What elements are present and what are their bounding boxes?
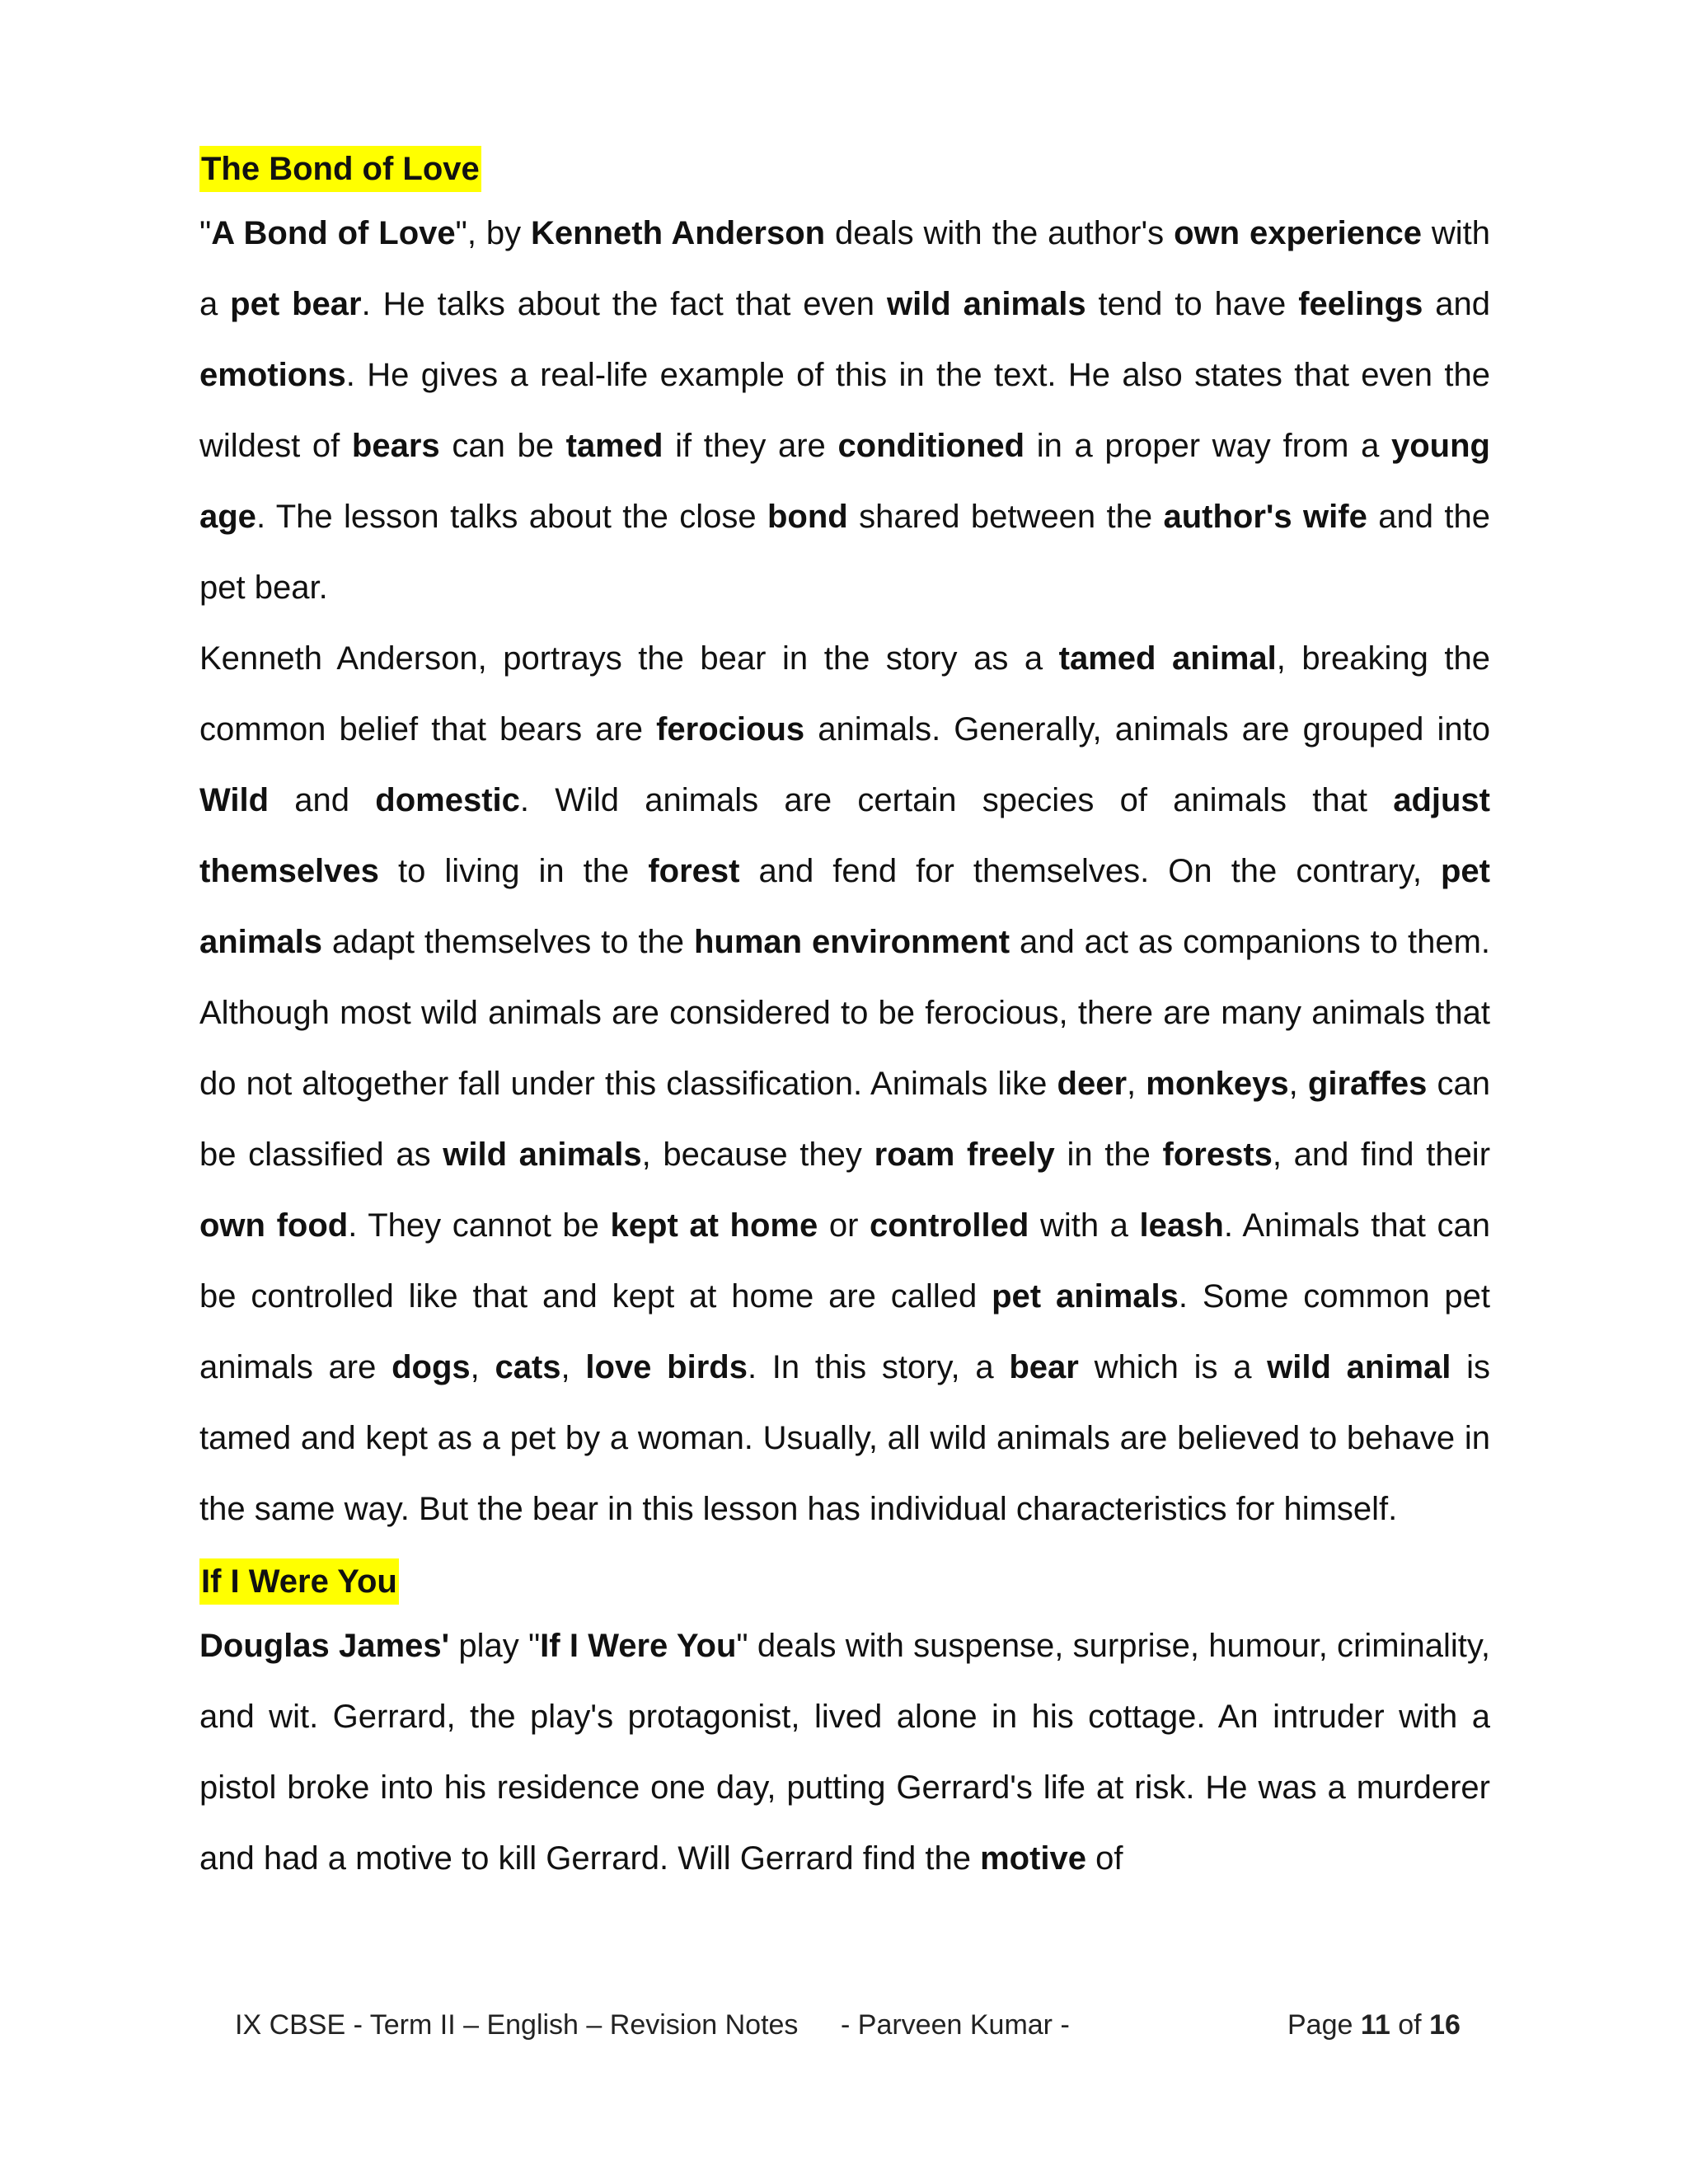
- bold-text-run: bond: [767, 499, 848, 535]
- bold-text-run: giraffes: [1307, 1066, 1428, 1102]
- text-run: to living in the: [378, 853, 649, 889]
- page-current: 11: [1360, 2009, 1390, 2041]
- text-run: ,: [470, 1349, 495, 1385]
- bold-text-run: Kenneth Anderson: [531, 215, 826, 251]
- bold-text-run: pet animals: [992, 1278, 1179, 1315]
- bold-text-run: human environment: [693, 924, 1010, 960]
- bold-text-run: pet animals: [199, 853, 1490, 960]
- text-run: can be classified as: [199, 1066, 1490, 1173]
- text-run: of: [1086, 1840, 1123, 1877]
- footer-page-number: [1287, 2009, 1461, 2041]
- bold-text-run: Wild: [199, 782, 270, 818]
- bold-text-run: kept at home: [610, 1207, 818, 1244]
- bold-text-run: forest: [648, 853, 740, 889]
- footer-course-title: IX CBSE - Term II – English – Revision Notes: [235, 2009, 799, 2041]
- text-run: which is a: [1078, 1349, 1268, 1385]
- page-content: [199, 132, 1490, 1894]
- bold-text-run: love birds: [585, 1349, 748, 1385]
- text-run: . They cannot be: [348, 1207, 611, 1244]
- paragraph-bond-of-love-body: [199, 623, 1490, 1544]
- bold-text-run: deer: [1057, 1066, 1128, 1102]
- bold-text-run: wild animals: [443, 1137, 642, 1173]
- text-run: and act as companions to them. Although most wild animals are considered to be ferocious, there are many animals that do not altogether fall under this classification. Animals like: [199, 924, 1490, 1102]
- text-run: . Wild animals are certain species of animals that: [519, 782, 1394, 818]
- bold-text-run: monkeys: [1146, 1066, 1289, 1102]
- section-heading-if-i-were-you: If I Were You: [199, 1558, 399, 1605]
- text-run: . In this story, a: [747, 1349, 1010, 1385]
- text-run: or: [818, 1207, 870, 1244]
- text-run: ,: [1127, 1066, 1146, 1102]
- text-run: . The lesson talks about the close: [256, 499, 767, 535]
- text-run: in the: [1054, 1137, 1163, 1173]
- bold-text-run: conditioned: [837, 428, 1025, 464]
- text-run: , breaking the common belief that bears are: [199, 640, 1490, 748]
- bold-text-run: pet bear: [230, 286, 362, 322]
- bold-text-run: cats: [495, 1349, 561, 1385]
- bold-text-run: A Bond of Love: [211, 215, 456, 251]
- section-heading-bond-of-love: The Bond of Love: [199, 146, 481, 192]
- bold-text-run: forests: [1162, 1137, 1273, 1173]
- bold-text-run: own food: [199, 1207, 349, 1244]
- text-run: Kenneth Anderson, portrays the bear in the story as a: [199, 640, 1059, 677]
- text-run: ,: [560, 1349, 586, 1385]
- bold-text-run: dogs: [392, 1349, 471, 1385]
- text-run: can be: [439, 428, 566, 464]
- bold-text-run: emotions: [199, 357, 346, 393]
- bold-text-run: wild animal: [1267, 1349, 1451, 1385]
- bold-text-run: feelings: [1298, 286, 1423, 322]
- paragraph-if-i-were-you: [199, 1610, 1490, 1894]
- footer-author: - Parveen Kumar -: [841, 2009, 1070, 2041]
- bold-text-run: ferocious: [656, 711, 805, 748]
- bold-text-run: domestic: [375, 782, 520, 818]
- bold-text-run: motive: [980, 1840, 1086, 1877]
- text-run: adapt themselves to the: [321, 924, 694, 960]
- text-run: in a proper way from a: [1025, 428, 1391, 464]
- text-run: and the pet bear.: [199, 499, 1490, 606]
- bold-text-run: tamed animal: [1058, 640, 1277, 677]
- section-heading-row: [199, 132, 1490, 198]
- bold-text-run: leash: [1139, 1207, 1224, 1244]
- bold-text-run: bear: [1009, 1349, 1079, 1385]
- text-run: . He talks about the fact that even: [361, 286, 887, 322]
- bold-text-run: tamed: [565, 428, 663, 464]
- text-run: with a: [199, 215, 1491, 322]
- text-run: ": [199, 215, 212, 251]
- text-run: tend to have: [1085, 286, 1299, 322]
- text-run: and: [269, 782, 376, 818]
- text-run: shared between the: [847, 499, 1164, 535]
- text-run: if they are: [663, 428, 838, 464]
- text-run: and fend for themselves. On the contrary,: [739, 853, 1441, 889]
- bold-text-run: Douglas James': [199, 1628, 450, 1664]
- text-run: , and find their: [1272, 1137, 1491, 1173]
- text-run: ,: [1288, 1066, 1308, 1102]
- paragraph-bond-of-love-intro: [199, 198, 1490, 623]
- text-run: " deals with suspense, surprise, humour, criminality, and wit. Gerrard, the play's protagonist, lived alone in his cottage. An intruder with a pistol broke into his residence one day, putting Gerrard's life at risk. He was a murderer and had a motive to kill Gerrard. Will Gerrard find the: [199, 1628, 1490, 1877]
- text-run: is tamed and kept as a pet by a woman. Usually, all wild animals are believed to behave in the same way. But the bear in this lesson has individual characteristics for himself.: [199, 1349, 1491, 1527]
- text-run: . Some common pet animals are: [199, 1278, 1491, 1385]
- bold-text-run: author's wife: [1163, 499, 1367, 535]
- bold-text-run: roam freely: [874, 1137, 1055, 1173]
- bold-text-run: controlled: [870, 1207, 1029, 1244]
- bold-text-run: own experience: [1174, 215, 1422, 251]
- page-separator: of: [1390, 2009, 1430, 2041]
- bold-text-run: adjust themselves: [199, 782, 1490, 889]
- bold-text-run: If I Were You: [540, 1628, 737, 1664]
- text-run: with a: [1029, 1207, 1140, 1244]
- bold-text-run: bears: [351, 428, 440, 464]
- page-total: 16: [1429, 2009, 1461, 2041]
- text-run: ", by: [455, 215, 531, 251]
- section-heading-row: [199, 1544, 1490, 1610]
- page-prefix: Page: [1287, 2009, 1361, 2041]
- bold-text-run: wild animals: [886, 286, 1086, 322]
- text-run: . Animals that can be controlled like that and kept at home are called: [199, 1207, 1491, 1315]
- text-run: and: [1423, 286, 1491, 322]
- text-run: . He gives a real-life example of this in the text. He also states that even the wildest of: [199, 357, 1490, 464]
- text-run: play ": [449, 1628, 541, 1664]
- text-run: , because they: [641, 1137, 874, 1173]
- text-run: animals. Generally, animals are grouped into: [804, 711, 1490, 748]
- text-run: deals with the author's: [825, 215, 1175, 251]
- bold-text-run: young age: [199, 428, 1490, 535]
- page-footer: [0, 2009, 1688, 2050]
